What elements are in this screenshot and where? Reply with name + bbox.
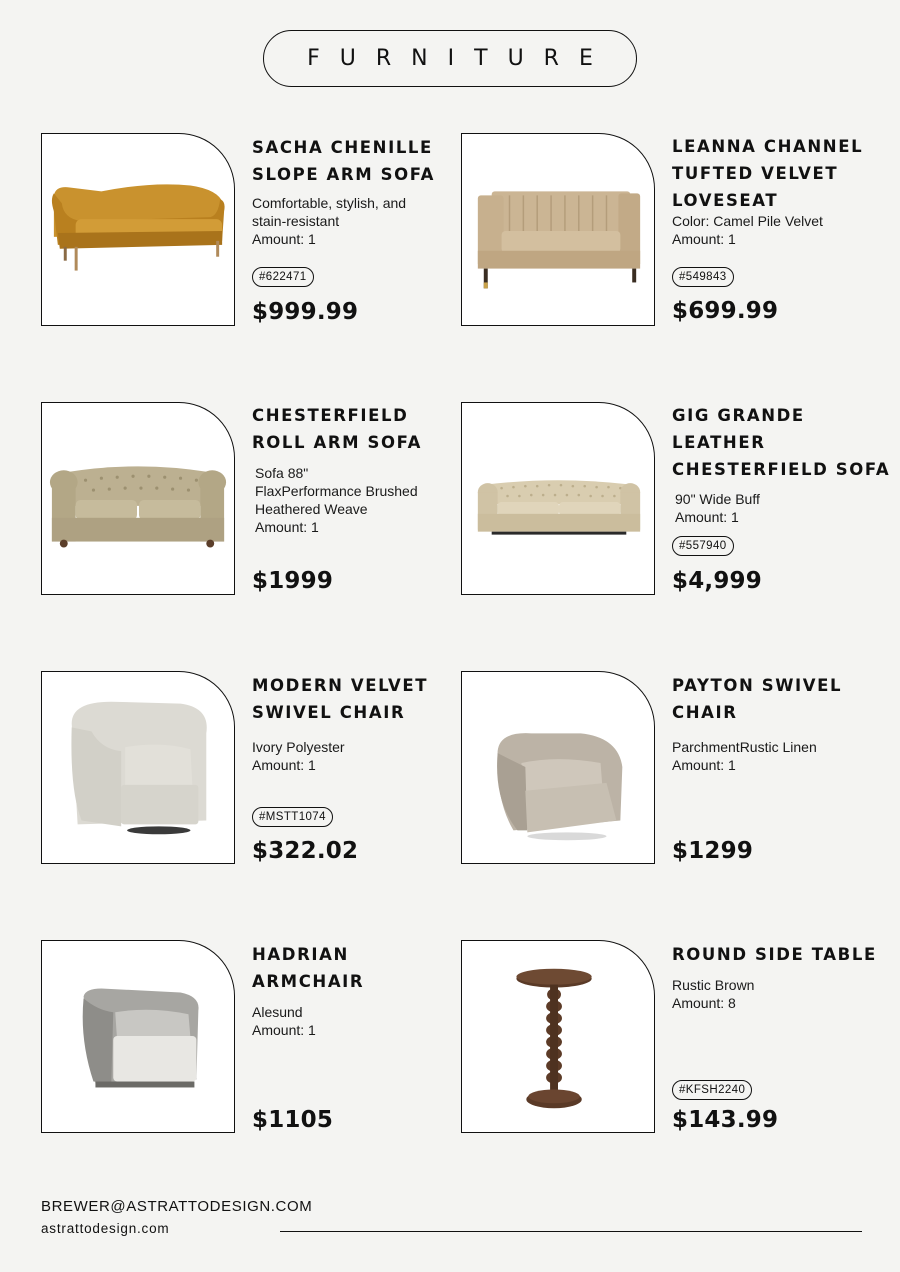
product-image-chesterfield[interactable] [41,402,235,595]
product-name: LEANNA CHANNEL TUFTED VELVET LOVESEAT [672,137,864,210]
product-sku-badge: #557940 [672,536,734,556]
swivel-chair-ivory-icon [42,672,234,863]
product-name: ROUND SIDE TABLE [672,945,877,964]
product-price: $143.99 [672,1107,779,1133]
product-image-sofa[interactable] [41,133,235,326]
product-image-leather-chesterfield[interactable] [461,402,655,595]
product-description: Ivory Polyester Amount: 1 [252,739,345,773]
product-description: 90" Wide Buff Amount: 1 [675,491,760,525]
leather-chesterfield-icon [462,403,654,594]
side-table-icon [462,941,654,1132]
product-image-loveseat[interactable] [461,133,655,326]
product-name: PAYTON SWIVEL CHAIR [672,676,843,722]
armchair-grey-icon [42,941,234,1132]
product-price: $4,999 [672,568,762,594]
product-sku-badge: #KFSH2240 [672,1080,752,1100]
swivel-chair-parchment-icon [462,672,654,863]
product-sku-badge: #549843 [672,267,734,287]
product-price: $322.02 [252,838,359,864]
product-description: ParchmentRustic Linen Amount: 1 [672,739,817,773]
product-name: CHESTERFIELD ROLL ARM SOFA [252,406,423,452]
product-price: $1105 [252,1107,334,1133]
product-name: SACHA CHENILLE SLOPE ARM SOFA [252,138,436,184]
footer-divider [280,1231,862,1232]
product-image-armchair[interactable] [41,940,235,1133]
chesterfield-sofa-icon [42,403,234,594]
product-description: Sofa 88" FlaxPerformance Brushed Heathered Weave Amount: 1 [255,465,418,535]
product-description: Color: Camel Pile Velvet Amount: 1 [672,213,823,247]
footer-email-link[interactable]: BREWER@ASTRATTODESIGN.COM [41,1198,313,1215]
product-description: Comfortable, stylish, and stain-resistant Amount: 1 [252,195,407,247]
footer-website-link[interactable]: astrattodesign.com [41,1221,170,1236]
product-name: MODERN VELVET SWIVEL CHAIR [252,676,429,722]
product-image-swivel-chair[interactable] [41,671,235,864]
product-price: $699.99 [672,298,779,324]
product-name: HADRIAN ARMCHAIR [252,945,365,991]
sofa-mustard-icon [42,134,234,325]
product-sku-badge: #622471 [252,267,314,287]
product-sku-badge: #MSTT1074 [252,807,333,827]
product-image-side-table[interactable] [461,940,655,1133]
product-description: Rustic Brown Amount: 8 [672,977,755,1011]
product-image-swivel-chair-parchment[interactable] [461,671,655,864]
page-title: FURNITURE [263,30,637,87]
product-price: $999.99 [252,299,359,325]
product-price: $1299 [672,838,754,864]
product-price: $1999 [252,568,334,594]
product-description: Alesund Amount: 1 [252,1004,316,1038]
loveseat-beige-icon [462,134,654,325]
product-name: GIG GRANDE LEATHER CHESTERFIELD SOFA [672,406,891,479]
